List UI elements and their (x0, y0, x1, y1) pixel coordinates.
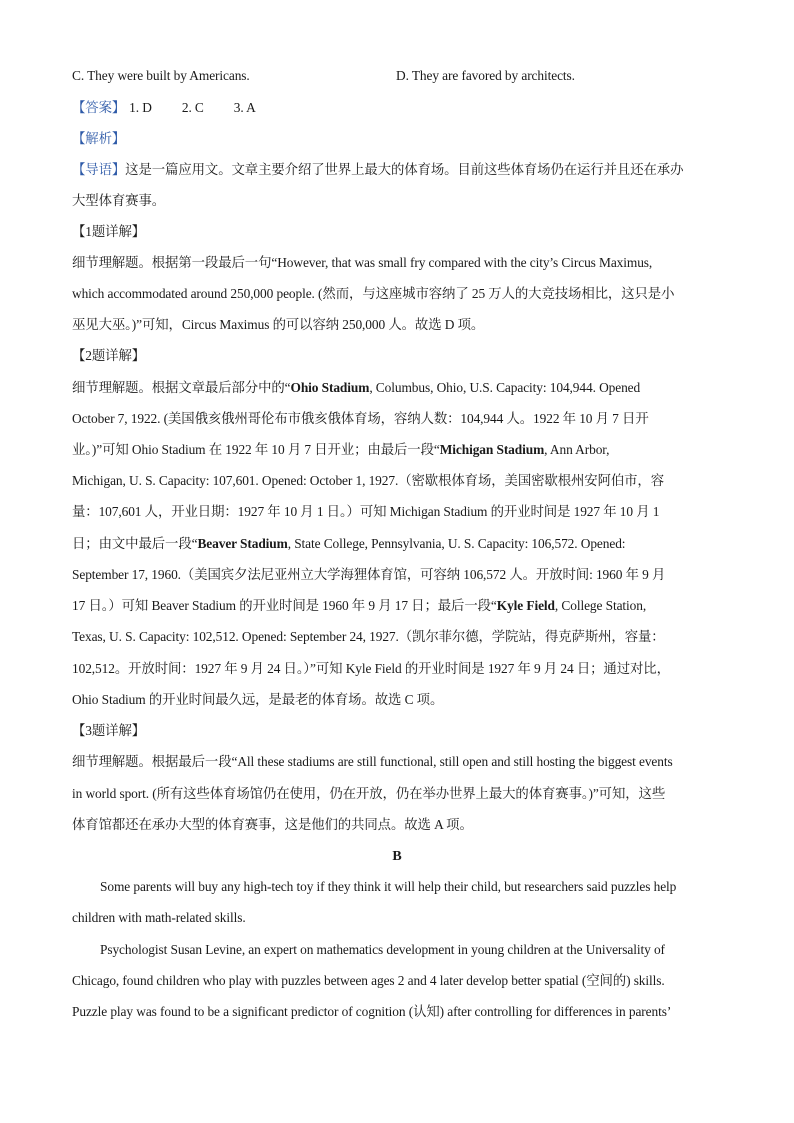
q2-line-2: October 7, 1922. (美国俄亥俄州哥伦布市俄亥俄体育场，容纳人数：104,944 人。1922 年 10 月 7 日开 (72, 411, 649, 426)
q2-line-3-pre: 业。)”可知 Ohio Stadium 在 1922 年 10 月 7 日开业；由最后一段“ (72, 442, 440, 457)
q3-line-2: in world sport. (所有这些体育场馆仍在使用，仍在开放，仍在举办世界上最大的体育赛事。)”可知，这些 (72, 786, 666, 801)
q2-line-11: Ohio Stadium 的开业时间最久远，是最老的体育场。故选 C 项。 (72, 692, 444, 707)
q2-line-7: September 17, 1960.（美国宾夕法尼亚州立大学海狸体育馆，可容纳 106,572 人。开放时间: 1960 年 9 月 (72, 567, 666, 582)
q2-line-8-post: , College Station, (554, 598, 647, 613)
q3-tag: 【3题详解】 (72, 723, 146, 738)
q2-line-6-pre: 日；由文中最后一段“ (72, 536, 198, 551)
q3-line-1: 细节理解题。根据最后一段“All these stadiums are still functional, still open and still hosting the biggest events (72, 754, 673, 769)
answer-line (72, 99, 256, 117)
q2-line-1 (72, 379, 640, 397)
q2-line-1-pre: 细节理解题。根据文章最后部分中的“ (72, 380, 291, 395)
q2-line-6 (72, 535, 625, 553)
q2-line-3-post: , Ann Arbor, (544, 442, 610, 457)
b-p2-line-2: Chicago, found children who play with puzzles between ages 2 and 4 later develop better spatial (空间的) skills. (72, 973, 665, 988)
q2-line-1-post: , Columbus, Ohio, U.S. Capacity: 104,944. Opened (369, 380, 641, 395)
q1-line-3: 巫见大巫。)”可知，Circus Maximus 的可以容纳 250,000 人。故选 D 项。 (72, 317, 485, 332)
q2-ohio-stadium: Ohio Stadium (290, 380, 370, 395)
q2-line-8-pre: 17 日。）可知 Beaver Stadium 的开业时间是 1960 年 9 月 17 日；最后一段“ (72, 598, 497, 613)
q2-line-5: 量：107,601 人，开业日期：1927 年 10 月 1 日。）可知 Michigan Stadium 的开业时间是 1927 年 10 月 1 (72, 504, 660, 519)
guide-tag: 【导语】 (72, 162, 126, 177)
q2-line-9: Texas, U. S. Capacity: 102,512. Opened: September 24, 1927.（凯尔菲尔德，学院站，得克萨斯州，容量： (72, 629, 665, 644)
answer-tag: 【答案】 (72, 100, 126, 115)
q1-line-2: which accommodated around 250,000 people. (然而，与这座城市容纳了 25 万人的大竞技场相比，这只是小 (72, 286, 675, 301)
q2-line-4: Michigan, U. S. Capacity: 107,601. Opened: October 1, 1927.（密歇根体育场，美国密歇根州安阿伯市，容 (72, 473, 665, 488)
option-d: D. They are favored by architects. (396, 68, 575, 83)
q2-kyle-field: Kyle Field (496, 598, 555, 613)
analysis-tag: 【解析】 (72, 131, 126, 146)
guide-line-2: 大型体育赛事。 (72, 193, 166, 208)
q2-line-3 (72, 441, 609, 459)
b-p1-line-1: Some parents will buy any high-tech toy if they think it will help their child, but researchers said puzzles help (100, 879, 677, 894)
option-c: C. They were built by Americans. (72, 68, 250, 83)
b-p1-line-2: children with math-related skills. (72, 910, 246, 925)
q2-line-10: 102,512。开放时间：1927 年 9 月 24 日。）”可知 Kyle Field 的开业时间是 1927 年 9 月 24 日；通过对比， (72, 661, 670, 676)
answer-3: 3. A (233, 100, 256, 115)
q2-beaver-stadium: Beaver Stadium (197, 536, 288, 551)
b-p2-line-1: Psychologist Susan Levine, an expert on mathematics development in young children at the Universality of (100, 942, 665, 957)
q1-tag: 【1题详解】 (72, 224, 146, 239)
section-b-heading: B (392, 849, 402, 864)
guide-text-1: 这是一篇应用文。文章主要介绍了世界上最大的体育场。目前这些体育场仍在运行并且还在承办 (125, 162, 684, 177)
q2-michigan-stadium: Michigan Stadium (439, 442, 545, 457)
q2-tag: 【2题详解】 (72, 348, 146, 363)
guide-line-1 (72, 161, 683, 179)
q3-line-3: 体育馆都还在承办大型的体育赛事，这是他们的共同点。故选 A 项。 (72, 817, 473, 832)
q2-line-6-post: , State College, Pennsylvania, U. S. Capacity: 106,572. Opened: (287, 536, 626, 551)
b-p2-line-3: Puzzle play was found to be a significant predictor of cognition (认知) after controlling for differences in parents’ (72, 1004, 672, 1019)
q2-line-8 (72, 597, 646, 615)
q1-line-1: 细节理解题。根据第一段最后一句“However, that was small fry compared with the city’s Circus Maximus, (72, 255, 653, 270)
answer-2: 2. C (181, 100, 204, 115)
answer-1: 1. D (129, 100, 152, 115)
